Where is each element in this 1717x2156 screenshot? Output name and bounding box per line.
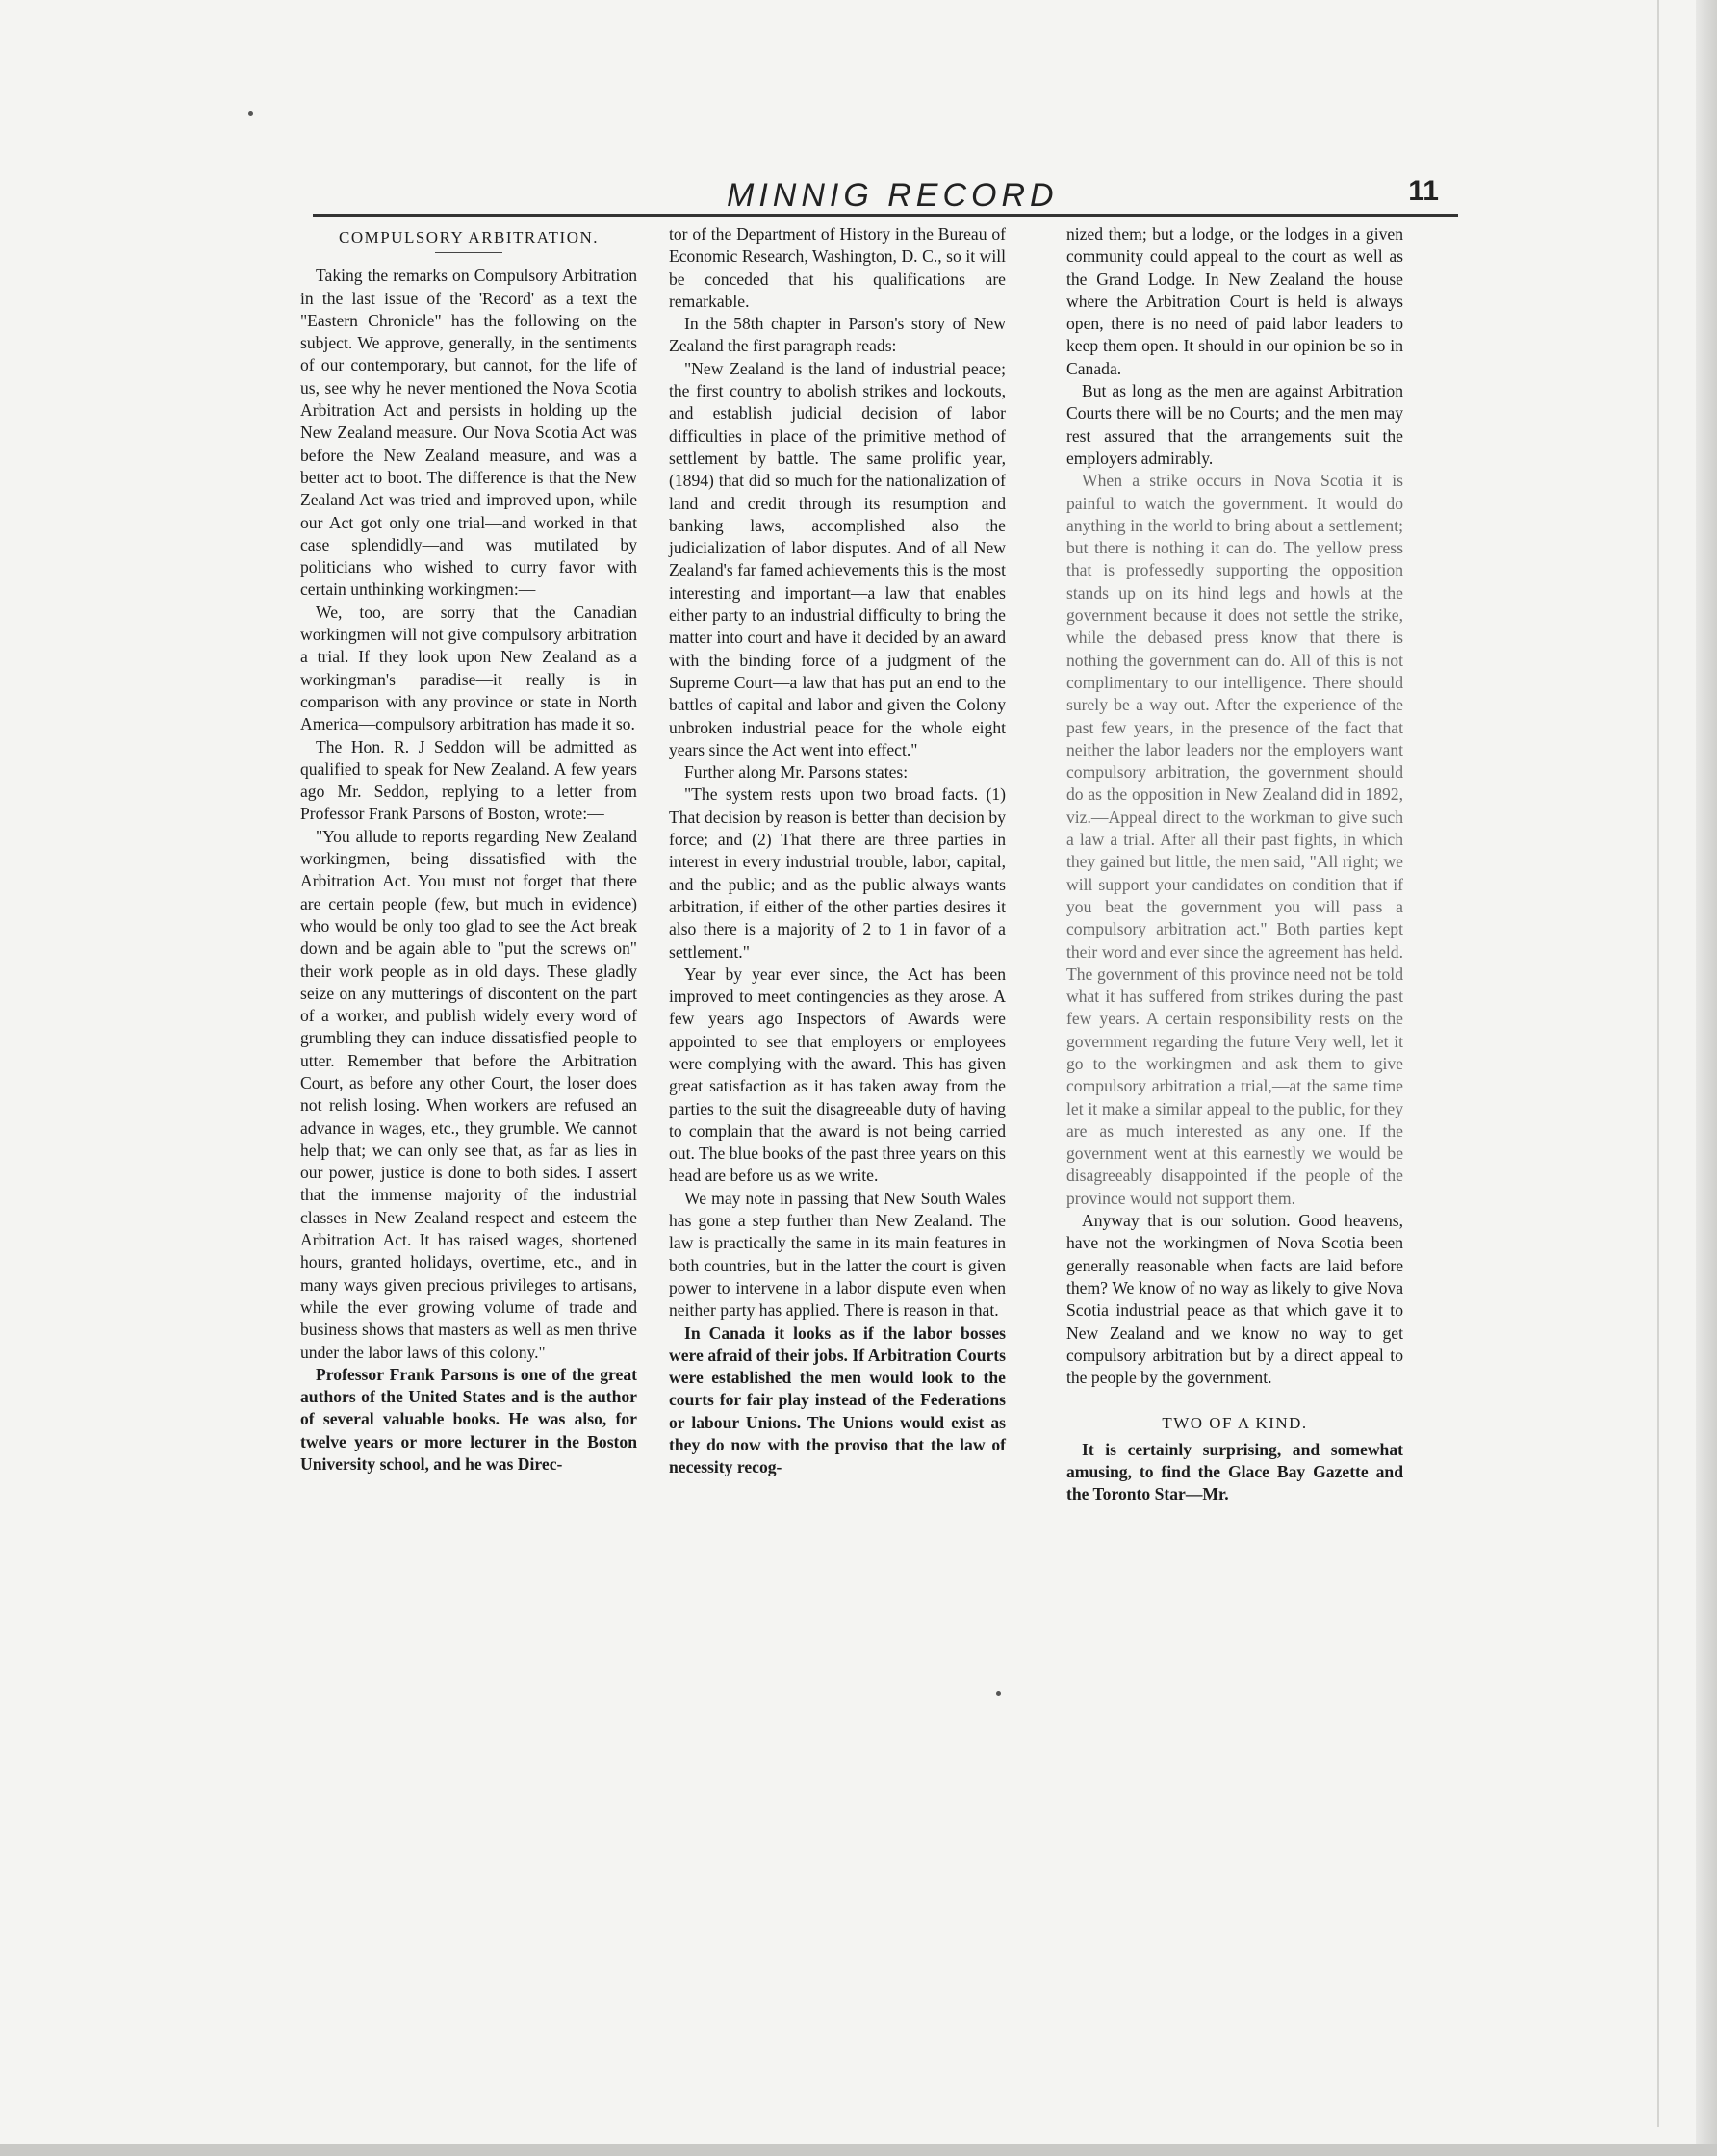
column-2 xyxy=(669,223,1006,1479)
paragraph: Professor Frank Parsons is one of the great authors of the United States and is the author of several valuable books. He was also, for twelve years or more lecturer in the Boston University school, and he was Direc- xyxy=(300,1364,637,1475)
paragraph: "The system rests upon two broad facts. (1) That decision by reason is better than decision by force; and (2) That there are three parties in interest in every industrial trouble, labor, capital, and the public; and as the public always wants arbitration, if either of the other parties desires it also there is a majority of 2 to 1 in favor of a settlement." xyxy=(669,784,1006,962)
column-3 xyxy=(1066,223,1403,1506)
column-1 xyxy=(300,223,637,1476)
ink-speck xyxy=(996,1691,1001,1696)
paragraph: tor of the Department of History in the Bureau of Economic Research, Washington, D. C., so it will be conceded that his qualifications are remarkable. xyxy=(669,224,1006,311)
paragraph: The Hon. R. J Seddon will be admitted as qualified to speak for New Zealand. A few years ago Mr. Seddon, replying to a letter from Professor Frank Parsons of Boston, wrote:— xyxy=(300,736,637,824)
paragraph: When a strike occurs in Nova Scotia it is painful to watch the government. It would do anything in the world to bring about a settlement; but there is nothing it can do. The yellow press that is professedly supporting the opposition stands up on its hind legs and howls at the government because it does not settle the strike, while the debased press know that there is nothing the government can do. All of this is not complimentary to our intelligence. There should surely be a way out. After the experience of the past few years, in the presence of the fact that neither the labor leaders nor the employers want compulsory arbitration, the government should do as the opposition in New Zealand did in 1892, viz.—Appeal direct to the workman to give such a law a trial. After all their past fights, in which they gained but little, the men said, "All right; we will support your candidates on condition that if you beat the government you will pass a compulsory arbitration act." Both parties kept their word and ever since the agreement has held. The government of this province need not be told what it has suffered from strikes during the past few years. A certain responsibility rests on the government regarding the future Very well, let it go to the workingmen and ask them to give compulsory arbitration a trial,—at the same time let it make a similar appeal to the public, for they are as much interested as any one. If the government went at this earnestly we would be disagreeably disappointed if the people of the province would not support them. xyxy=(1066,471,1403,1208)
ink-speck xyxy=(248,111,253,116)
paragraph: We may note in passing that New South Wales has gone a step further than New Zealand. The law is practically the same in its main features in both countries, but in the latter the court is given power to intervene in a labor dispute even when neither party has applied. There is reason in that. xyxy=(669,1188,1006,1321)
paragraph: In the 58th chapter in Parson's story of New Zealand the first paragraph reads:— xyxy=(669,314,1006,356)
header-rule xyxy=(313,214,1458,217)
paragraph: We, too, are sorry that the Canadian workingmen will not give compulsory arbitration a trial. If they look upon New Zealand as a workingman's paradise—it really is in comparison with any province or state in North America—compulsory arbitration has made it so. xyxy=(300,602,637,734)
page-number: 11 xyxy=(1408,175,1439,207)
paragraph: "New Zealand is the land of industrial peace; the first country to abolish strikes and lockouts, and establish judicial decision of labor difficulties in place of the primitive method of settlement by battle. The same prolific year, (1894) that did so much for the nationalization of land and credit through its resumption and banking laws, accomplished also the judicialization of labor disputes. And of all New Zealand's far famed achievements this is the most interesting and important—a law that enables either party to an industrial difficulty to bring the matter into court and have it decided by an award with the binding force of a judgment of the Supreme Court—a law that has put an end to the battles of capital and labor and given the Colony unbroken industrial peace for the whole eight years since the Act went into effect." xyxy=(669,358,1006,759)
paragraph: In Canada it looks as if the labor bosses were afraid of their jobs. If Arbitration Courts were established the men would look to the courts for fair play instead of the Federations or labour Unions. The Unions would exist as they do now with the proviso that the law of necessity recog- xyxy=(669,1322,1006,1477)
paragraph: Further along Mr. Parsons states: xyxy=(684,762,909,783)
paragraph: "You allude to reports regarding New Zealand workingmen, being dissatisfied with the Arbitration Act. You must not forget that there are certain people (few, but much in evidence) who would be only too glad to see the Act break down and be again able to "put the screws on" their work people as in old days. These gladly seize on any mutterings of discontent on the part of a worker, and publish widely every word of grumbling they can induce dissatisfied people to utter. Remember that before the Arbitration Court, as before any other Court, the loser does not relish losing. When workers are refused an advance in wages, etc., they grumble. We cannot help that; we can only see that, as far as lies in our power, justice is done to both sides. I assert that the immense majority of the industrial classes in New Zealand respect and esteem the Arbitration Act. It has raised wages, shortened hours, granted holidays, overtime, etc., and in many ways given precious privileges to artisans, while the ever growing volume of trade and business shows that masters as well as men thrive under the labor laws of this colony." xyxy=(300,826,637,1362)
paragraph: It is certainly surprising, and somewhat amusing, to find the Glace Bay Gazette and the Toronto Star—Mr. xyxy=(1066,1439,1403,1504)
page-edge-bottom xyxy=(0,2144,1717,2156)
article-title: TWO OF A KIND. xyxy=(1162,1414,1308,1433)
paragraph: Year by year ever since, the Act has been improved to meet contingencies as they arose. A few years ago Inspectors of Awards were appointed to see that employers or employees were complying with the award. This has given great satisfaction as it has taken away from the parties to the suit the disagreeable duty of having to complain that the award is not being carried out. The blue books of the past three years on this head are before us as we write. xyxy=(669,963,1007,1186)
title-rule xyxy=(435,252,502,253)
article-title: COMPULSORY ARBITRATION. xyxy=(338,228,600,246)
page-fold-line xyxy=(1657,0,1659,2127)
page-edge-right xyxy=(1696,0,1717,2156)
paragraph: Anyway that is our solution. Good heavens, have not the workingmen of Nova Scotia been generally reasonable when facts are laid before them? We know of no way as likely to give Nova Scotia industrial peace as that which gave it to New Zealand and we know no way to get compulsory arbitration but by a direct appeal to the people by the government. xyxy=(1066,1211,1403,1388)
paragraph: Taking the remarks on Compulsory Arbitration in the last issue of the 'Record' as a text the "Eastern Chronicle" has the following on the subject. We approve, generally, in the sentiments of our contemporary, but cannot, for the life of us, see why he never mentioned the Nova Scotia Arbitration Act and persists in holding up the New Zealand measure. Our Nova Scotia Act was before the New Zealand measure, and was a better act to boot. The difference is that the New Zealand Act was tried and improved upon, while our Act got only one trial—and worked in that case splendidly—and was mutilated by politicians who wished to curry favor with certain unthinking workingmen:— xyxy=(300,266,637,600)
paragraph: nized them; but a lodge, or the lodges in a given community could appeal to the court as well as the Grand Lodge. In New Zealand the house where the Arbitration Court is held is always open, there is no need of paid labor leaders to keep them open. It should in our opinion be so in Canada. xyxy=(1066,224,1403,378)
paragraph: But as long as the men are against Arbitration Courts there will be no Courts; and the men may rest assured that the arrangements suit the employers admirably. xyxy=(1066,381,1403,468)
masthead: MINNIG RECORD xyxy=(727,177,1059,214)
